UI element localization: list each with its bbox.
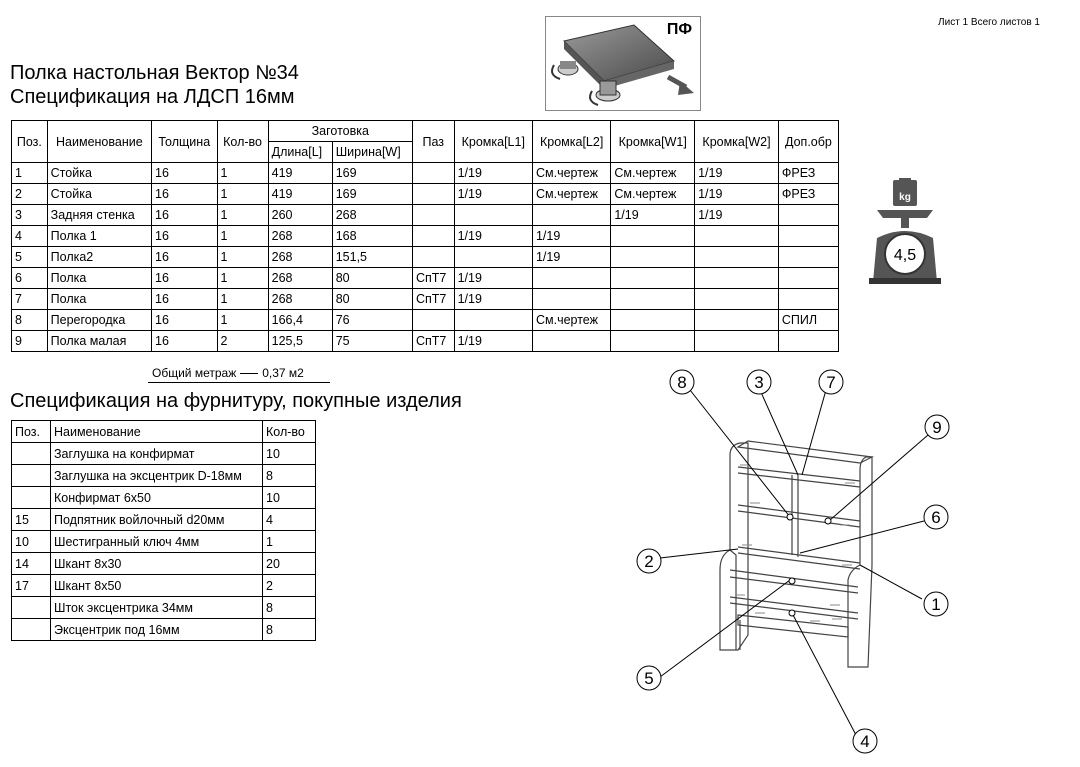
table-cell: Заглушка на эксцентрик D-18мм bbox=[51, 465, 263, 487]
callout-1: 1 bbox=[931, 595, 941, 614]
table-cell: 76 bbox=[332, 310, 412, 331]
table-cell: СПИЛ bbox=[778, 310, 838, 331]
table-cell bbox=[611, 310, 695, 331]
table-cell: 8 bbox=[263, 619, 316, 641]
table-cell: 20 bbox=[263, 553, 316, 575]
table-cell bbox=[454, 205, 532, 226]
table-cell: 16 bbox=[152, 289, 217, 310]
weight-value: 4,5 bbox=[893, 247, 917, 264]
table-cell bbox=[412, 247, 454, 268]
table-cell bbox=[12, 597, 51, 619]
table-cell bbox=[412, 163, 454, 184]
table-cell bbox=[695, 289, 779, 310]
table-cell: ФРЕЗ bbox=[778, 163, 838, 184]
table-cell: 16 bbox=[152, 163, 217, 184]
table-cell: 168 bbox=[332, 226, 412, 247]
table-cell: Шкант 8х30 bbox=[51, 553, 263, 575]
document-subtitle: Спецификация на ЛДСП 16мм bbox=[10, 86, 295, 108]
table-cell: 268 bbox=[268, 226, 332, 247]
header-length: Длина[L] bbox=[268, 142, 332, 163]
table-cell: 10 bbox=[263, 487, 316, 509]
table-cell: 3 bbox=[12, 205, 48, 226]
table-cell: 1/19 bbox=[454, 268, 532, 289]
table-cell bbox=[412, 184, 454, 205]
sheet-info: Лист 1 Всего листов 1 bbox=[938, 17, 1040, 28]
table-cell bbox=[454, 310, 532, 331]
table-cell: Шкант 8х50 bbox=[51, 575, 263, 597]
table-cell: Шток эксцентрика 34мм bbox=[51, 597, 263, 619]
table-cell: 1 bbox=[12, 163, 48, 184]
table-cell: 2 bbox=[12, 184, 48, 205]
table-cell: Полка 1 bbox=[47, 226, 151, 247]
table-cell bbox=[532, 331, 610, 352]
table-cell: 169 bbox=[332, 184, 412, 205]
table-cell: Перегородка bbox=[47, 310, 151, 331]
table-cell: 268 bbox=[268, 289, 332, 310]
pf-label: ПФ bbox=[666, 21, 692, 38]
table-cell: 151,5 bbox=[332, 247, 412, 268]
table-cell bbox=[611, 268, 695, 289]
header-edge-l2: Кромка[L2] bbox=[532, 121, 610, 163]
table-cell: 5 bbox=[12, 247, 48, 268]
table-cell: 1 bbox=[217, 268, 268, 289]
table-cell: 1/19 bbox=[695, 184, 779, 205]
header-thickness: Толщина bbox=[152, 121, 217, 163]
table-cell: Полка bbox=[47, 268, 151, 289]
table-cell: 1 bbox=[217, 205, 268, 226]
callout-3: 3 bbox=[754, 373, 764, 392]
table-cell: 1/19 bbox=[454, 163, 532, 184]
table-cell: 16 bbox=[152, 268, 217, 289]
callout-6: 6 bbox=[931, 508, 941, 527]
table-cell: 80 bbox=[332, 289, 412, 310]
table-cell: 10 bbox=[263, 443, 316, 465]
table-cell: Полка bbox=[47, 289, 151, 310]
header-qty: Кол-во bbox=[217, 121, 268, 163]
table-cell: 6 bbox=[12, 268, 48, 289]
table-cell bbox=[695, 331, 779, 352]
table-cell: 1/19 bbox=[454, 226, 532, 247]
table-cell bbox=[532, 289, 610, 310]
table-cell: 16 bbox=[152, 247, 217, 268]
table-cell: 4 bbox=[12, 226, 48, 247]
table-cell bbox=[611, 289, 695, 310]
table-cell bbox=[454, 247, 532, 268]
callout-2: 2 bbox=[644, 552, 654, 571]
table-cell bbox=[778, 268, 838, 289]
header-edge-w1: Кромка[W1] bbox=[611, 121, 695, 163]
table-row bbox=[12, 531, 316, 553]
document-title: Полка настольная Вектор №34 bbox=[10, 62, 299, 84]
table-cell: Шестигранный ключ 4мм bbox=[51, 531, 263, 553]
header-blank: Заготовка bbox=[268, 121, 412, 142]
table-cell: 1/19 bbox=[532, 247, 610, 268]
table-cell: 1/19 bbox=[611, 205, 695, 226]
table-cell: См.чертеж bbox=[532, 310, 610, 331]
table-cell: 10 bbox=[12, 531, 51, 553]
table-cell: 268 bbox=[268, 268, 332, 289]
table-cell: 1 bbox=[263, 531, 316, 553]
table-cell: 166,4 bbox=[268, 310, 332, 331]
table-cell: 1 bbox=[217, 163, 268, 184]
edging-machine-illustration bbox=[545, 16, 701, 111]
table-cell bbox=[532, 205, 610, 226]
header-groove: Паз bbox=[412, 121, 454, 163]
table-cell: 16 bbox=[152, 205, 217, 226]
table-cell: 1/19 bbox=[532, 226, 610, 247]
table-cell bbox=[778, 205, 838, 226]
table-cell: Эксцентрик под 16мм bbox=[51, 619, 263, 641]
table-cell: 169 bbox=[332, 163, 412, 184]
table-cell bbox=[12, 487, 51, 509]
table-cell: 1/19 bbox=[454, 184, 532, 205]
table-cell: Стойка bbox=[47, 163, 151, 184]
table-cell: 1 bbox=[217, 226, 268, 247]
table-cell: 9 bbox=[12, 331, 48, 352]
table-cell bbox=[412, 310, 454, 331]
table-cell bbox=[695, 310, 779, 331]
table-cell bbox=[412, 226, 454, 247]
table-cell: 419 bbox=[268, 184, 332, 205]
table-cell: 1 bbox=[217, 310, 268, 331]
table-cell: 16 bbox=[152, 331, 217, 352]
table-cell: 1/19 bbox=[454, 289, 532, 310]
table-cell bbox=[778, 289, 838, 310]
fittings-title: Спецификация на фурнитуру, покупные изделия bbox=[10, 390, 462, 412]
table-cell: См.чертеж bbox=[611, 163, 695, 184]
table-cell: 8 bbox=[263, 465, 316, 487]
table-cell: 260 bbox=[268, 205, 332, 226]
table-cell bbox=[695, 226, 779, 247]
table-cell: 16 bbox=[152, 310, 217, 331]
table-row bbox=[12, 487, 316, 509]
table-cell: 8 bbox=[12, 310, 48, 331]
table-cell: ФРЕЗ bbox=[778, 184, 838, 205]
table-row bbox=[12, 553, 316, 575]
header-extra: Доп.обр bbox=[778, 121, 838, 163]
table-row bbox=[12, 575, 316, 597]
table-cell: 15 bbox=[12, 509, 51, 531]
table-cell bbox=[778, 247, 838, 268]
table-row bbox=[12, 331, 839, 352]
table-cell: 8 bbox=[263, 597, 316, 619]
table-cell: 80 bbox=[332, 268, 412, 289]
table-cell: Задняя стенка bbox=[47, 205, 151, 226]
callout-5: 5 bbox=[644, 669, 654, 688]
table-row bbox=[12, 443, 316, 465]
assembly-drawing bbox=[620, 365, 980, 767]
total-area-value: 0,37 м2 bbox=[262, 366, 304, 380]
table-cell bbox=[412, 205, 454, 226]
table-cell bbox=[611, 331, 695, 352]
header-edge-l1: Кромка[L1] bbox=[454, 121, 532, 163]
header-name: Наименование bbox=[47, 121, 151, 163]
table-row bbox=[12, 289, 839, 310]
callout-4: 4 bbox=[860, 732, 870, 751]
table-cell bbox=[778, 331, 838, 352]
callout-7: 7 bbox=[826, 373, 836, 392]
callout-8: 8 bbox=[677, 373, 687, 392]
table-cell bbox=[778, 226, 838, 247]
table-row bbox=[12, 310, 839, 331]
table-cell: 2 bbox=[217, 331, 268, 352]
table-cell: 7 bbox=[12, 289, 48, 310]
table-cell: 268 bbox=[332, 205, 412, 226]
weight-scale-icon bbox=[863, 178, 945, 293]
table-row bbox=[12, 597, 316, 619]
table-cell: 2 bbox=[263, 575, 316, 597]
table-cell bbox=[695, 247, 779, 268]
table-cell: 1 bbox=[217, 184, 268, 205]
table-row bbox=[12, 619, 316, 641]
table-row bbox=[12, 205, 839, 226]
header-edge-w2: Кромка[W2] bbox=[695, 121, 779, 163]
panel-spec-table bbox=[11, 120, 839, 352]
table-row bbox=[12, 509, 316, 531]
table-cell: Подпятник войлочный d20мм bbox=[51, 509, 263, 531]
table-row bbox=[12, 247, 839, 268]
table-cell: 1/19 bbox=[695, 205, 779, 226]
table-cell bbox=[695, 268, 779, 289]
fit-header-qty: Кол-во bbox=[263, 421, 316, 443]
total-area bbox=[152, 366, 304, 380]
table-cell: 16 bbox=[152, 226, 217, 247]
table-cell: Полка малая bbox=[47, 331, 151, 352]
table-cell bbox=[12, 465, 51, 487]
table-cell: Конфирмат 6х50 bbox=[51, 487, 263, 509]
table-cell: Полка2 bbox=[47, 247, 151, 268]
table-cell: 4 bbox=[263, 509, 316, 531]
table-row bbox=[12, 465, 316, 487]
table-cell: 14 bbox=[12, 553, 51, 575]
weight-unit: kg bbox=[899, 192, 911, 203]
table-row bbox=[12, 226, 839, 247]
table-cell: 268 bbox=[268, 247, 332, 268]
table-row bbox=[12, 163, 839, 184]
fittings-table bbox=[11, 420, 316, 641]
header-width: Ширина[W] bbox=[332, 142, 412, 163]
table-cell bbox=[12, 443, 51, 465]
table-cell: СпТ7 bbox=[412, 331, 454, 352]
table-row bbox=[12, 184, 839, 205]
table-cell: СпТ7 bbox=[412, 268, 454, 289]
table-cell: См.чертеж bbox=[611, 184, 695, 205]
table-cell: 75 bbox=[332, 331, 412, 352]
table-cell: 1/19 bbox=[695, 163, 779, 184]
total-area-label: Общий метраж bbox=[152, 366, 237, 380]
header-pos: Поз. bbox=[12, 121, 48, 163]
table-cell bbox=[611, 226, 695, 247]
table-cell: 1 bbox=[217, 247, 268, 268]
table-cell bbox=[611, 247, 695, 268]
fit-header-pos: Поз. bbox=[12, 421, 51, 443]
table-cell: 16 bbox=[152, 184, 217, 205]
table-cell: 125,5 bbox=[268, 331, 332, 352]
table-cell: 419 bbox=[268, 163, 332, 184]
fit-header-name: Наименование bbox=[51, 421, 263, 443]
table-cell: См.чертеж bbox=[532, 184, 610, 205]
table-cell: 17 bbox=[12, 575, 51, 597]
table-cell: См.чертеж bbox=[532, 163, 610, 184]
table-cell: Стойка bbox=[47, 184, 151, 205]
table-cell bbox=[532, 268, 610, 289]
table-cell: СпТ7 bbox=[412, 289, 454, 310]
table-row bbox=[12, 268, 839, 289]
table-cell: 1/19 bbox=[454, 331, 532, 352]
callout-9: 9 bbox=[932, 418, 942, 437]
table-cell bbox=[12, 619, 51, 641]
table-cell: Заглушка на конфирмат bbox=[51, 443, 263, 465]
table-cell: 1 bbox=[217, 289, 268, 310]
